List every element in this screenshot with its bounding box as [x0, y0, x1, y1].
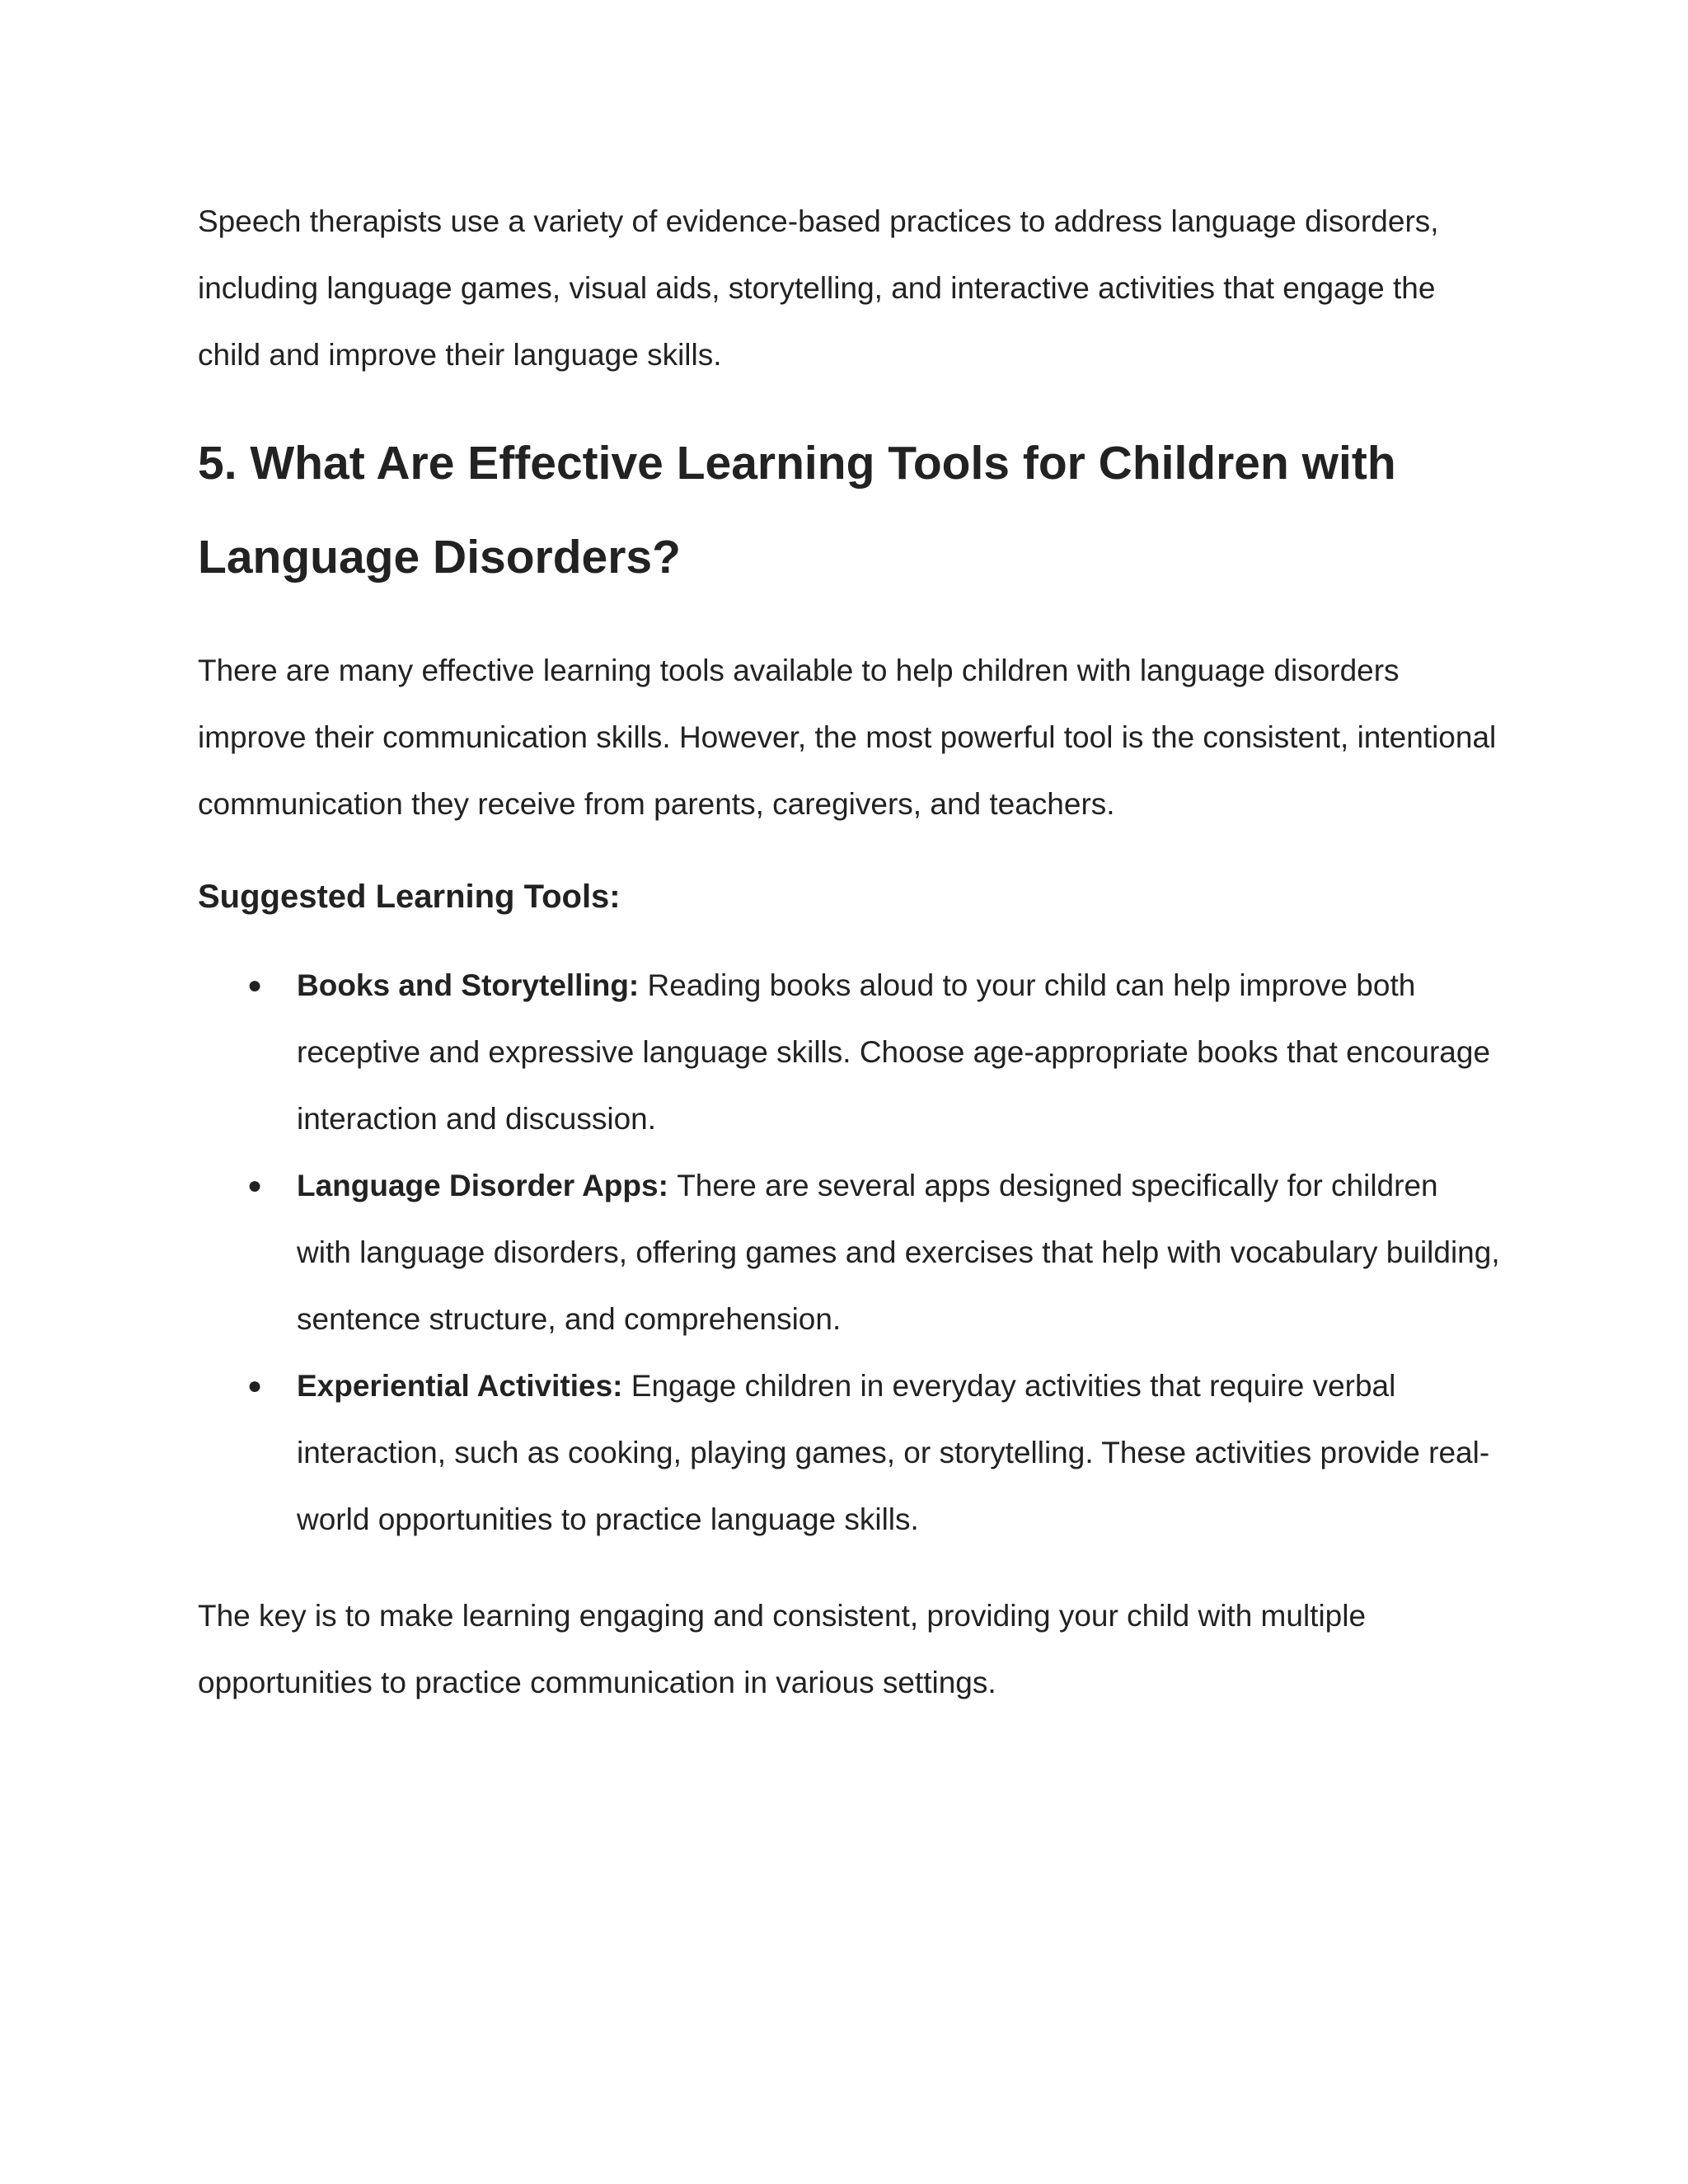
tool-description: Reading books aloud to your child can help improve both receptive and expressive language skills. Choose age-appropriate books that encourage interaction and discussion.	[297, 968, 1491, 1136]
list-item	[198, 1152, 1500, 1352]
bullet-icon: ●	[247, 972, 263, 999]
tools-list	[198, 952, 1500, 1553]
tool-term: Language Disorder Apps:	[297, 1169, 678, 1202]
bullet-icon: ●	[247, 1172, 263, 1199]
tools-subheading: Suggested Learning Tools:	[198, 879, 621, 915]
tool-description: There are several apps designed specifically for children with language disorders, offering games and exercises that help with vocabulary building, sentence structure, and comprehension.	[297, 1169, 1500, 1336]
list-item	[198, 1352, 1500, 1553]
list-item	[198, 952, 1500, 1152]
document-body	[198, 188, 1500, 1716]
bullet-icon: ●	[247, 1372, 263, 1399]
tool-term: Books and Storytelling:	[297, 968, 648, 1002]
section-heading: 5. What Are Effective Learning Tools for Children with Language Disorders?	[198, 437, 1396, 583]
tool-term: Experiential Activities:	[297, 1369, 631, 1403]
intro-paragraph: Speech therapists use a variety of evidence-based practices to address language disorders, including language games, visual aids, storytelling, and interactive activities that engage the child and improve their language skills.	[198, 204, 1439, 372]
closing-paragraph: The key is to make learning engaging and consistent, providing your child with multiple opportunities to practice communication in various settings.	[198, 1599, 1367, 1699]
tool-description: Engage children in everyday activities that require verbal interaction, such as cooking, playing games, or storytelling. These activities provide real-world opportunities to practice language skills.	[297, 1369, 1490, 1536]
section-paragraph: There are many effective learning tools available to help children with language disorders improve their communication skills. However, the most powerful tool is the consistent, intentional communication they receive from parents, caregivers, and teachers.	[198, 654, 1497, 821]
